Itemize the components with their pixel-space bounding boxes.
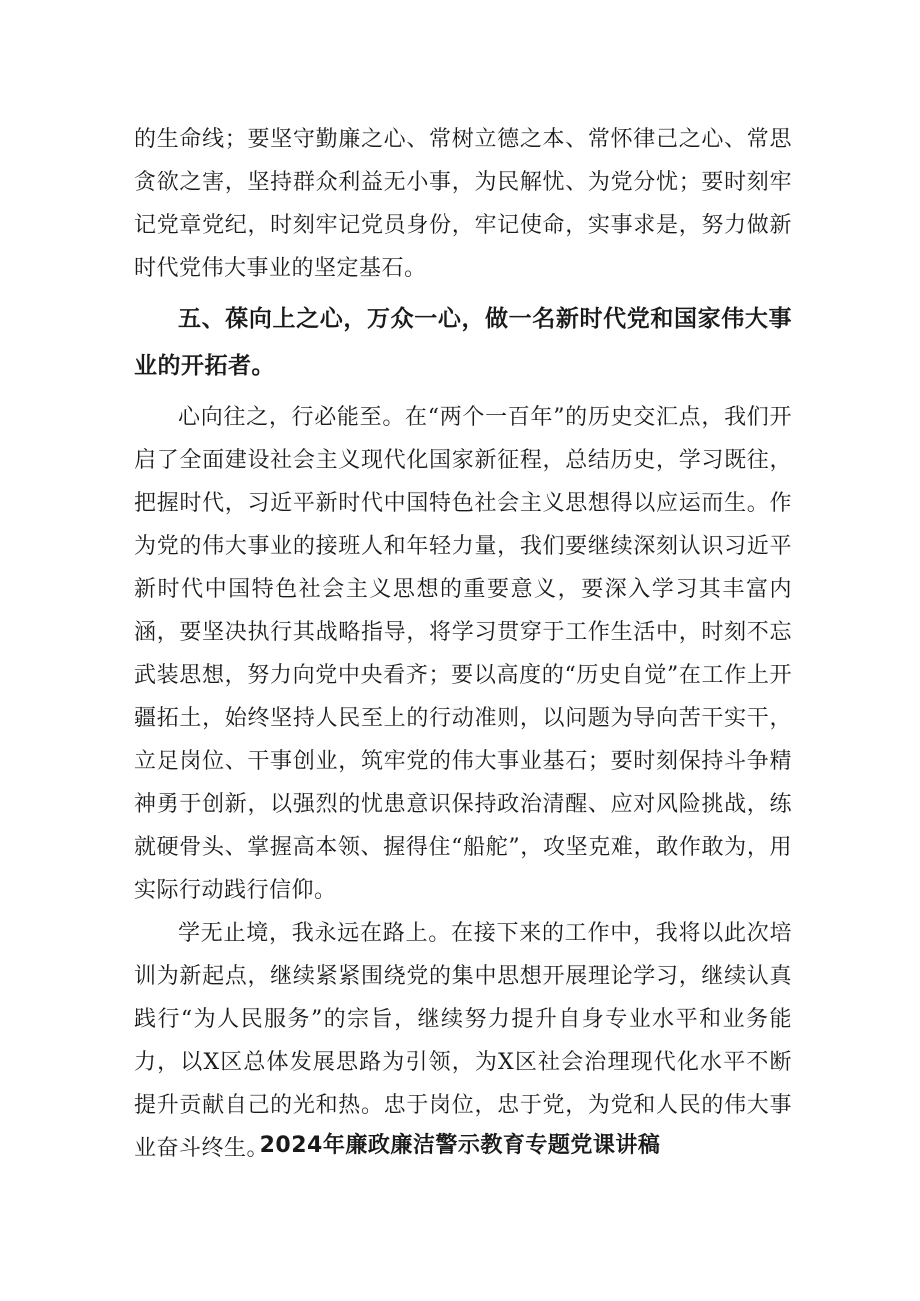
document-body — [134, 118, 792, 1170]
paragraph-section-5-2: 学无止境，我永远在路上。在接下来的工作中，我将以此次培训为新起点，继续紧紧围绕党的集中思想开展理论学习，继续认真践行“为人民服务”的宗旨，继续努力提升自身专业水平和业务能力，以X区总体发展思路为引领，为X区社会治理现代化水平不断提升贡献自己的光和热。忠于岗位，忠于党，为党和人民的伟大事业奋斗终生。 — [134, 921, 792, 1161]
section-heading-5: 五、葆向上之心，万众一心，做一名新时代党和国家伟大事业的开拓者。 — [134, 306, 792, 379]
paragraph-continued: 的生命线；要坚守勤廉之心、常树立德之本、常怀律己之心、常思贪欲之害，坚持群众利益无小事，为民解忧、为党分忧；要时刻牢记党章党纪，时刻牢记党员身份，牢记使命，实事求是，努力做新时代党伟大事业的坚定基石。 — [134, 127, 792, 281]
paragraph-section-5-1: 心向往之，行必能至。在“两个一百年”的历史交汇点，我们开启了全面建设社会主义现代化国家新征程，总结历史，学习既往，把握时代，习近平新时代中国特色社会主义思想得以应运而生。作为党的伟大事业的接班人和年轻力量，我们要继续深刻认识习近平新时代中国特色社会主义思想的重要意义，要深入学习其丰富内涵，要坚决执行其战略指导，将学习贯穿于工作生活中，时刻不忘武装思想，努力向党中央看齐；要以高度的“历史自觉”在工作上开疆拓土，始终坚持人民至上的行动准则，以问题为导向苦干实干，立足岗位、干事创业，筑牢党的伟大事业基石；要时刻保持斗争精神勇于创新，以强烈的忧患意识保持政治清醒、应对风险挑战，练就硬骨头、掌握高本领、握得住“船舵”，攻坚克难，敢作敢为，用实际行动践行信仰。 — [134, 405, 792, 903]
next-document-title: 2024年廉政廉洁警示教育专题党课讲稿 — [259, 1133, 661, 1158]
